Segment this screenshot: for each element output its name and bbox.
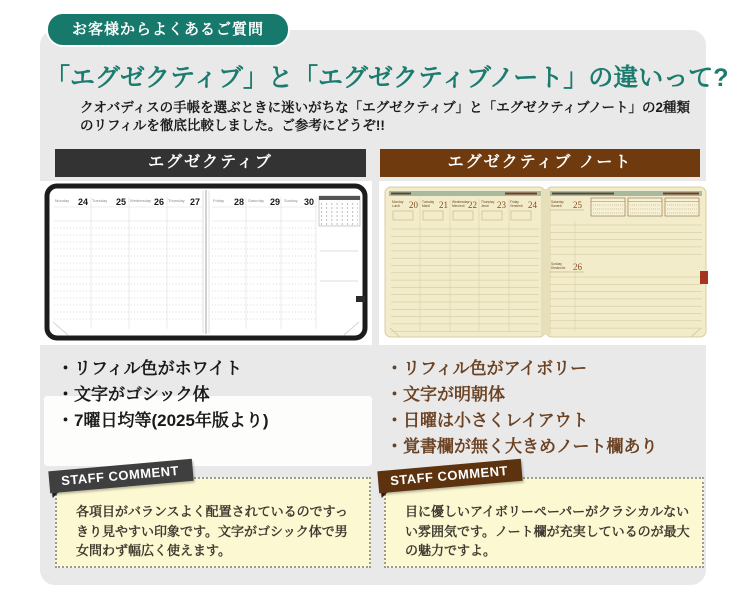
executive-note-planner-image — [379, 181, 712, 345]
day-label: Thursday — [168, 198, 185, 203]
staff-comment-box-executive-note — [384, 462, 704, 568]
day-label-fr: Samedi — [551, 204, 562, 208]
bookmark-tab — [356, 296, 365, 302]
staff-comment-box-executive — [55, 462, 371, 568]
day-label: Monday — [392, 200, 404, 204]
day-label-fr: Vendredi — [510, 204, 523, 208]
day-number: 20 — [409, 200, 418, 210]
list-item: ・文字が明朝体 — [386, 385, 505, 404]
staff-comment-ribbon: STAFF COMMENT — [377, 459, 523, 493]
day-label: Wednesday — [452, 200, 469, 204]
column-header-executive: エグゼクティブ — [55, 149, 366, 177]
day-label: Friday — [213, 198, 225, 203]
list-item: ・日曜は小さくレイアウト — [386, 411, 589, 430]
list-item: ・リフィル色がホワイト — [57, 359, 243, 378]
day-number: 22 — [468, 200, 477, 210]
day-number: 28 — [233, 197, 244, 207]
day-number: 29 — [269, 197, 280, 207]
faq-badge: お客様からよくあるご質問 — [46, 12, 290, 47]
staff-comment-ribbon: STAFF COMMENT — [48, 459, 194, 493]
day-label-fr: Lundi — [392, 204, 400, 208]
day-number: 25 — [115, 197, 126, 207]
day-label: Tuesday — [422, 200, 435, 204]
day-label: Friday — [510, 200, 519, 204]
day-label-fr: Jeudi — [481, 204, 489, 208]
day-label: Wednesday — [130, 198, 152, 203]
day-number: 27 — [189, 197, 200, 207]
list-item: ・リフィル色がアイボリー — [386, 359, 588, 378]
day-number: 24 — [77, 197, 88, 207]
column-header-executive-note: エグゼクティブ ノート — [380, 149, 700, 177]
day-label: Tuesday — [92, 198, 108, 203]
page-gutter — [541, 189, 551, 335]
day-label-fr: Dimanche — [551, 266, 566, 270]
day-label-fr: Mardi — [422, 204, 430, 208]
day-label: Saturday — [248, 198, 265, 203]
day-number: 23 — [497, 200, 506, 210]
day-number: 30 — [303, 197, 314, 207]
day-number: 21 — [439, 200, 448, 210]
day-label: Sunday — [284, 198, 298, 203]
list-item: ・文字がゴシック体 — [57, 385, 210, 404]
day-label-fr: Mercredi — [452, 204, 465, 208]
executive-note-planner-photo — [379, 181, 712, 345]
page-title: 「エグゼクティブ」と「エグゼクティブノート」の違いって? — [45, 64, 729, 92]
list-item: ・7曜日均等(2025年版より) — [57, 411, 269, 430]
day-label: Saturday — [551, 200, 564, 204]
staff-comment-text: 目に優しいアイボリーペーパーがクラシカルないい雰囲気です。ノート欄が充実しているのが最大の魅力ですよ。 — [405, 504, 690, 558]
executive-planner-image — [40, 181, 372, 345]
day-number: 26 — [153, 197, 164, 207]
day-label: Thursday — [481, 200, 495, 204]
bookmark-ribbon — [700, 271, 708, 284]
day-number: 25 — [573, 200, 582, 210]
day-number: 26 — [573, 262, 582, 272]
day-label: Monday — [55, 198, 70, 203]
executive-note-feature-list — [386, 356, 658, 460]
day-label: Sunday — [551, 262, 562, 266]
executive-feature-list — [57, 356, 269, 434]
list-item: ・覚書欄が無く大きめノート欄あり — [386, 437, 658, 456]
day-number: 24 — [528, 200, 537, 210]
staff-comment-text: 各項目がバランスよく配置されているのですっきり見やすい印象です。文字がゴシック体で男女問わず幅広く使えます。 — [76, 504, 348, 558]
intro-text: クオバディスの手帳を選ぶときに迷いがちな「エグゼクティブ」と「エグゼクティブノート」の2種類のリフィルを徹底比較しました。ご参考にどうぞ!! — [80, 100, 691, 133]
executive-planner-photo — [40, 181, 372, 345]
mini-calendars — [591, 198, 699, 216]
